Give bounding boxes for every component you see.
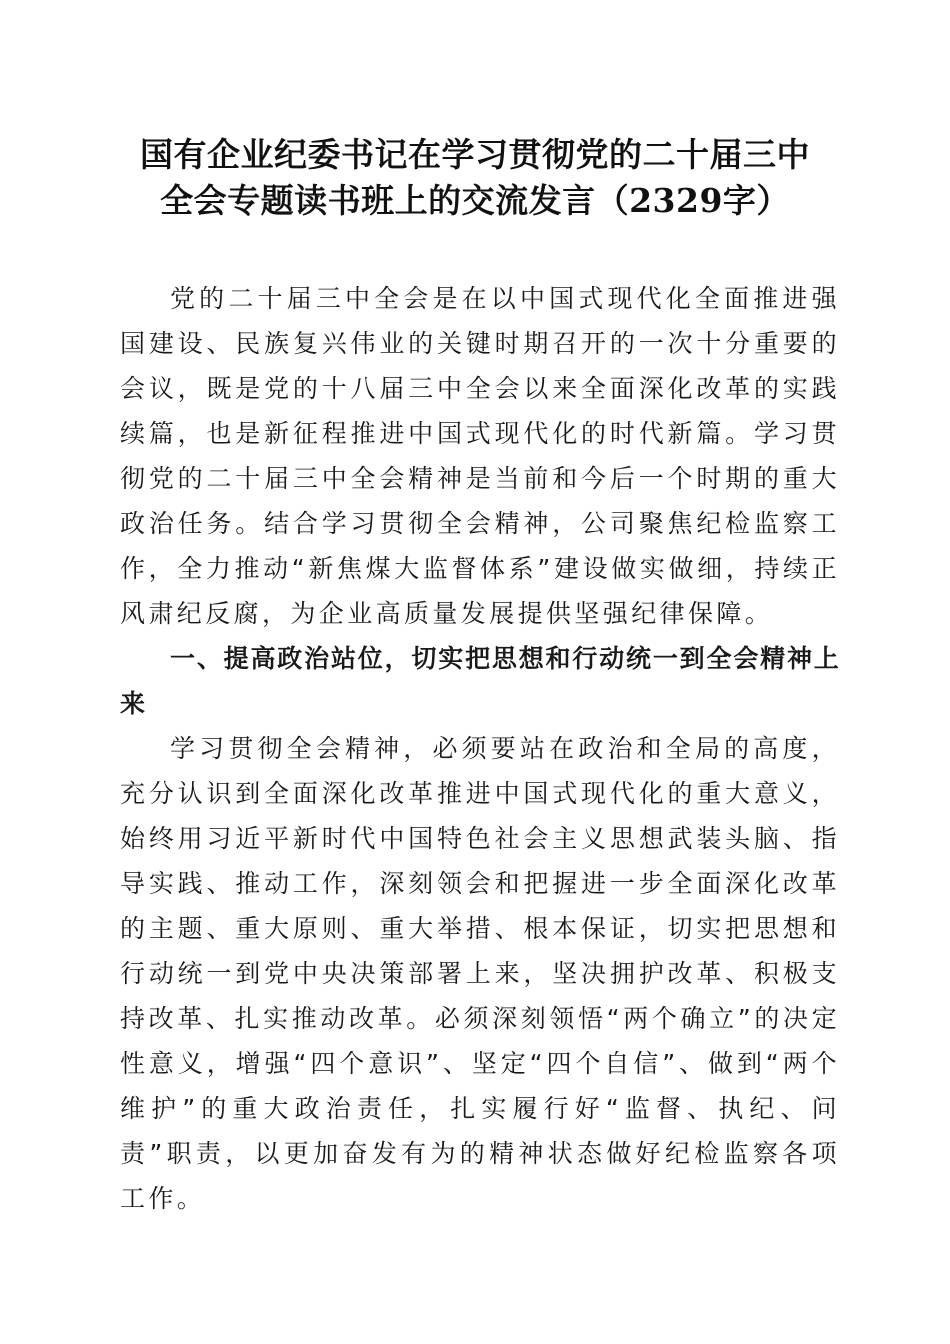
title-line-1: 国有企业纪委书记在学习贯彻党的二十届三中 — [140, 135, 810, 174]
document-body — [120, 276, 840, 1221]
title-line-2: 全会专题读书班上的交流发言（2329字） — [160, 181, 790, 220]
document-title — [100, 132, 850, 224]
intro-paragraph: 党的二十届三中全会是在以中国式现代化全面推进强国建设、民族复兴伟业的关键时期召开的一次十分重要的会议，既是党的十八届三中全会以来全面深化改革的实践续篇，也是新征程推进中国式现代化的时代新篇。学习贯彻党的二十届三中全会精神是当前和今后一个时期的重大政治任务。结合学习贯彻全会精神，公司聚焦纪检监察工作，全力推动“新焦煤大监督体系”建设做实做细，持续正风肃纪反腐，为企业高质量发展提供坚强纪律保障。 — [120, 284, 840, 628]
section-1-paragraph: 学习贯彻全会精神，必须要站在政治和全局的高度，充分认识到全面深化改革推进中国式现代化的重大意义，始终用习近平新时代中国特色社会主义思想武装头脑、指导实践、推动工作，深刻领会和把握进一步全面深化改革的主题、重大原则、重大举措、根本保证，切实把思想和行动统一到党中央决策部署上来，坚决拥护改革、积极支持改革、扎实推动改革。必须深刻领悟“两个确立”的决定性意义，增强“四个意识”、坚定“四个自信”、做到“两个维护”的重大政治责任，扎实履行好“监督、执纪、问责”职责，以更加奋发有为的精神状态做好纪检监察各项工作。 — [120, 734, 840, 1213]
section-heading-1: 一、提高政治站位，切实把思想和行动统一到全会精神上来 — [120, 644, 840, 718]
